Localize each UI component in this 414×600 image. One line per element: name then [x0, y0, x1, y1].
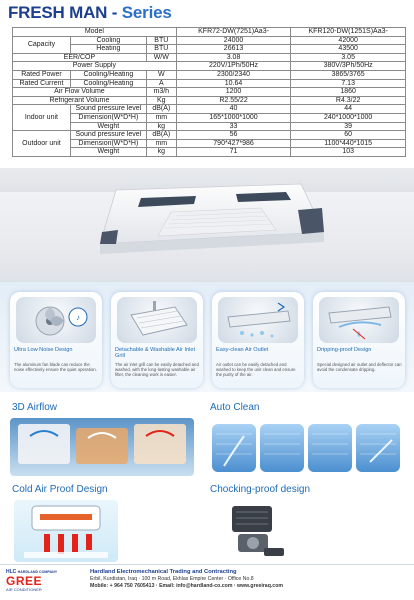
dimension-label: Dimension(W*D*H) — [70, 139, 146, 148]
out-spl-a: 56 — [176, 131, 291, 140]
capacity-label: Capacity — [13, 36, 71, 53]
model-b: KFR120-DW(1251S)Aa3- — [291, 28, 406, 37]
table-row — [13, 105, 406, 114]
airflow-image — [10, 418, 194, 476]
table-row — [13, 36, 406, 45]
table-row — [13, 122, 406, 131]
rated-current-a: 10.64 — [176, 79, 291, 88]
coldair-illustration — [14, 500, 118, 562]
coldair-image — [14, 500, 118, 562]
feature-card — [10, 292, 102, 388]
feature-title: Easy-clean Air Outlet — [216, 347, 269, 353]
brand-sub: AIR CONDITIONER — [6, 587, 42, 592]
out-dim-b: 1100*440*1015 — [291, 139, 406, 148]
unit-m3h: m3/h — [146, 88, 176, 97]
power-a: 220V/1Ph/50Hz — [176, 62, 291, 71]
outdoor-unit-label: Outdoor unit — [13, 131, 71, 157]
airflow-illustration — [10, 418, 194, 476]
spl-label: Sound pressure level — [70, 131, 146, 140]
air-outlet-icon — [218, 297, 298, 343]
refrigerant-label: Refrigerant Volume — [13, 96, 147, 105]
table-row — [13, 148, 406, 157]
unit-w: W — [146, 70, 176, 79]
footer — [0, 564, 414, 600]
table-row — [13, 70, 406, 79]
unit-a: A — [146, 79, 176, 88]
rated-power-b: 3865/3765 — [291, 70, 406, 79]
title-series: Series — [121, 3, 172, 22]
logo-company: HARDLAND COMPANY — [17, 570, 58, 574]
feature-title: Dripping-proof Design — [317, 347, 372, 353]
feature-card — [111, 292, 203, 388]
feature-title: Detachable & Washable Air Inlet Grill — [115, 347, 196, 360]
power-b: 380V/3Ph/50Hz — [291, 62, 406, 71]
fan-blade-icon — [16, 297, 96, 343]
feature-card — [212, 292, 304, 388]
feature-desc: Air outlet can be easily detached and washed to keep the unit clean and ensure the purity of the air. — [216, 362, 296, 378]
table-row — [13, 88, 406, 97]
logo-hlc: HLC — [6, 569, 17, 575]
eer-a: 3.08 — [176, 53, 291, 62]
rated-current-label: Rated Current — [13, 79, 71, 88]
refrigerant-b: R4.3/22 — [291, 96, 406, 105]
title-bar — [0, 0, 414, 26]
cooling-label: Cooling — [70, 36, 146, 45]
cooling-heating-label: Cooling/Heating — [70, 70, 146, 79]
table-row — [13, 53, 406, 62]
unit-btu: BTU — [146, 36, 176, 45]
air-flow-b: 1860 — [291, 88, 406, 97]
refrigerant-a: R2.55/22 — [176, 96, 291, 105]
table-row — [13, 79, 406, 88]
cooling-heating-label: Cooling/Heating — [70, 79, 146, 88]
rated-power-label: Rated Power — [13, 70, 71, 79]
in-w-b: 39 — [291, 122, 406, 131]
footer-contact: Mobile: + 964 750 7605413 · Email: info@hardland-co.com · www.greeiraq.com — [90, 583, 283, 590]
feature-desc: Special designed air outlet and deflector can avoid the condensate dripping. — [317, 362, 402, 373]
section-title-chocking: Chocking-proof design — [210, 484, 311, 495]
footer-address: Erbil, Kurdistan, Iraq · 100 m Road, Ekhlas Empire Center · Office No.8 — [90, 576, 254, 583]
air-flow-label: Air Flow Volume — [13, 88, 147, 97]
unit-ww: W/W — [146, 53, 176, 62]
company-logo — [6, 569, 66, 599]
section-title-coldair: Cold Air Proof Design — [12, 484, 108, 495]
chocking-image — [214, 500, 294, 562]
autoclean-image — [210, 418, 406, 478]
table-row — [13, 113, 406, 122]
in-dim-a: 165*1000*1000 — [176, 113, 291, 122]
heating-b: 43500 — [291, 45, 406, 54]
in-spl-b: 44 — [291, 105, 406, 114]
table-row — [13, 62, 406, 71]
page-title — [8, 3, 172, 23]
svg-text:♪: ♪ — [76, 313, 80, 322]
table-row — [13, 45, 406, 54]
autoclean-illustration — [210, 418, 406, 478]
spec-table — [12, 27, 406, 157]
out-spl-b: 60 — [291, 131, 406, 140]
rated-current-b: 7.13 — [291, 79, 406, 88]
cooling-b: 42000 — [291, 36, 406, 45]
header-model: Model — [13, 28, 177, 37]
heating-a: 26613 — [176, 45, 291, 54]
unit-mm: mm — [146, 139, 176, 148]
feature-desc: The air inlet grill can be easily detached and washed, with the long-lasting washable air filter, the cleaning work is easier. — [115, 362, 199, 378]
unit-btu: BTU — [146, 45, 176, 54]
features-section — [0, 282, 414, 392]
brand-logo: GREE — [6, 574, 43, 588]
unit-kg: kg — [146, 122, 176, 131]
rated-power-a: 2300/2340 — [176, 70, 291, 79]
heating-label: Heating — [70, 45, 146, 54]
eer-b: 3.05 — [291, 53, 406, 62]
unit-dba: dB(A) — [146, 131, 176, 140]
cooling-a: 24000 — [176, 36, 291, 45]
weight-label: Weight — [70, 122, 146, 131]
cassette-unit-image — [86, 180, 326, 270]
unit-kg: kg — [146, 148, 176, 157]
air-inlet-grill-icon — [117, 297, 197, 343]
table-row — [13, 139, 406, 148]
unit-mm: mm — [146, 113, 176, 122]
chocking-illustration — [214, 500, 294, 562]
unit-dba: dB(A) — [146, 105, 176, 114]
footer-company: Hardland Electromechanical Trading and Contracting — [90, 569, 237, 575]
title-main: FRESH MAN — [8, 3, 108, 22]
unit-kg: Kg — [146, 96, 176, 105]
dripping-proof-icon — [319, 297, 399, 343]
in-w-a: 33 — [176, 122, 291, 131]
hero-image — [0, 168, 414, 300]
dimension-label: Dimension(W*D*H) — [70, 113, 146, 122]
in-spl-a: 40 — [176, 105, 291, 114]
eer-label: EER/COP — [13, 53, 147, 62]
table-row — [13, 131, 406, 140]
indoor-unit-label: Indoor unit — [13, 105, 71, 131]
spl-label: Sound pressure level — [70, 105, 146, 114]
feature-card — [313, 292, 405, 388]
out-w-b: 103 — [291, 148, 406, 157]
feature-desc: The aluminum fan blade can reduce the noise effectively ensure the quiet operation. — [14, 362, 97, 373]
feature-title: Ultra Low Noise Design — [14, 347, 73, 353]
model-a: KFR72-DW(7251)Aa3- — [176, 28, 291, 37]
section-title-airflow: 3D Airflow — [12, 402, 58, 413]
weight-label: Weight — [70, 148, 146, 157]
power-supply-label: Power Supply — [13, 62, 177, 71]
out-w-a: 71 — [176, 148, 291, 157]
title-separator: - — [107, 3, 122, 22]
out-dim-a: 790*427*986 — [176, 139, 291, 148]
in-dim-b: 240*1000*1000 — [291, 113, 406, 122]
section-title-autoclean: Auto Clean — [210, 402, 260, 413]
air-flow-a: 1200 — [176, 88, 291, 97]
table-row — [13, 28, 406, 37]
table-row — [13, 96, 406, 105]
footer-text — [90, 569, 408, 591]
